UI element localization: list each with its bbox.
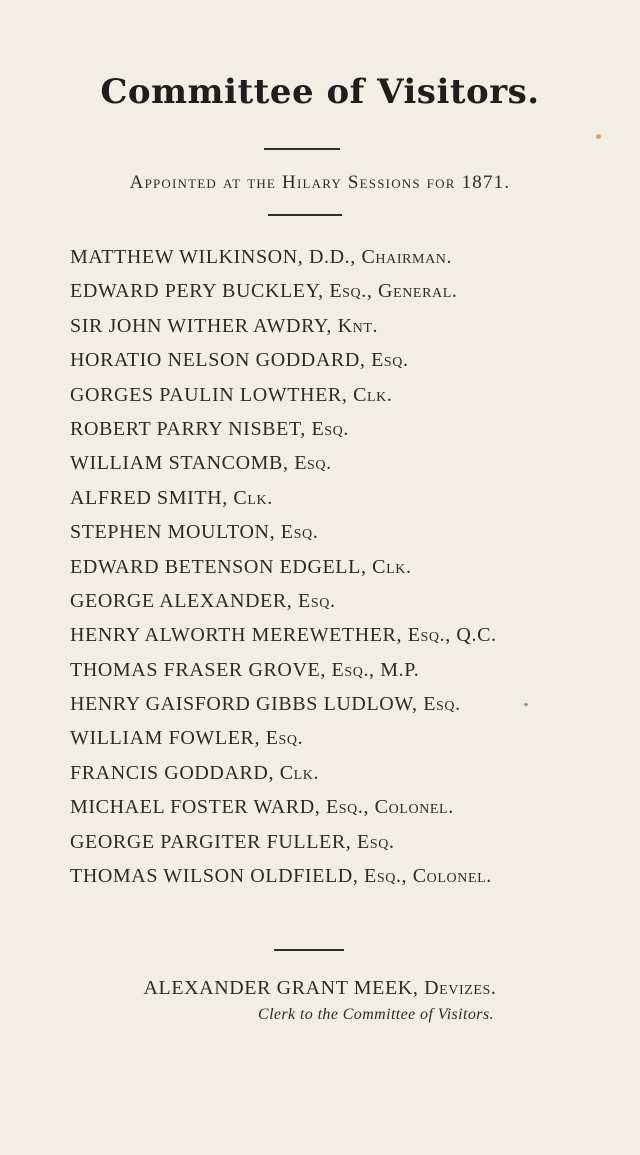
member-name: EDWARD BETENSON EDGELL, — [70, 555, 367, 578]
member-name: GEORGE PARGITER FULLER, — [70, 830, 352, 853]
member-name: GORGES PAULIN LOWTHER, — [70, 383, 348, 406]
member-entry — [70, 584, 620, 618]
member-suffix: Esq., Q.C. — [407, 624, 497, 647]
member-suffix: Esq., General. — [329, 280, 458, 303]
member-name: HENRY GAISFORD GIBBS LUDLOW, — [70, 693, 418, 716]
member-suffix: Clk. — [279, 761, 320, 784]
member-entry — [70, 343, 620, 377]
member-name: WILLIAM STANCOMB, — [70, 452, 289, 475]
divider — [268, 214, 342, 216]
member-name: ROBERT PARRY NISBET, — [70, 417, 306, 440]
clerk-line — [0, 977, 640, 1000]
member-entry — [70, 721, 620, 755]
member-list — [70, 240, 620, 893]
member-entry — [70, 618, 620, 652]
member-suffix: Esq. — [311, 417, 349, 440]
member-name: MICHAEL FOSTER WARD, — [70, 796, 321, 819]
member-entry — [70, 309, 620, 343]
member-suffix: Chairman. — [361, 246, 453, 268]
member-name: FRANCIS GODDARD, — [70, 761, 275, 784]
member-entry — [70, 756, 620, 790]
member-name: EDWARD PERY BUCKLEY, — [70, 280, 324, 303]
member-suffix: Clk. — [353, 383, 393, 406]
member-suffix: Esq. — [280, 521, 319, 544]
member-entry — [70, 550, 620, 584]
member-suffix: Esq. — [423, 693, 461, 716]
member-name: SIR JOHN WITHER AWDRY, — [70, 314, 332, 337]
page-title: Committee of Visitors. — [100, 72, 540, 112]
member-suffix: Esq. — [371, 349, 409, 372]
member-entry — [70, 378, 620, 412]
member-suffix: Clk. — [372, 555, 412, 578]
clerk-role: Clerk to the Committee of Visitors. — [258, 1006, 494, 1023]
member-suffix: Esq. — [298, 589, 336, 612]
member-entry — [70, 790, 620, 824]
member-name: GEORGE ALEXANDER, — [70, 589, 293, 612]
member-entry — [70, 240, 620, 274]
page-subtitle: Appointed at the Hilary Sessions for 1871. — [129, 172, 511, 193]
paper-speck — [596, 134, 601, 139]
paper-speck — [524, 703, 528, 706]
member-suffix: Clk. — [233, 486, 273, 509]
member-suffix: Esq., Colonel. — [325, 796, 454, 819]
member-entry — [70, 446, 620, 480]
member-entry — [70, 481, 620, 515]
member-name: THOMAS WILSON OLDFIELD, — [70, 865, 359, 888]
member-name: HORATIO NELSON GODDARD, — [70, 349, 366, 372]
member-name: WILLIAM FOWLER, — [70, 727, 261, 750]
member-name: THOMAS FRASER GROVE, — [70, 658, 326, 681]
member-entry — [70, 274, 620, 308]
clerk-name: ALEXANDER GRANT MEEK, — [143, 977, 419, 999]
member-suffix: Esq. — [294, 452, 332, 475]
member-entry — [70, 412, 620, 446]
member-suffix: Esq., M.P. — [331, 658, 420, 681]
divider — [274, 949, 344, 951]
member-name: HENRY ALWORTH MEREWETHER, — [70, 624, 403, 647]
member-suffix: Knt. — [337, 314, 379, 337]
member-entry — [70, 653, 620, 687]
member-name: STEPHEN MOULTON, — [70, 521, 276, 544]
member-suffix: Esq., Colonel. — [364, 865, 492, 888]
divider — [264, 148, 340, 150]
clerk-place: Devizes. — [424, 977, 497, 999]
member-entry — [70, 859, 620, 893]
member-entry — [70, 515, 620, 549]
member-name: MATTHEW WILKINSON, D.D., — [70, 246, 356, 268]
member-suffix: Esq. — [357, 830, 395, 853]
member-name: ALFRED SMITH, — [70, 486, 228, 509]
member-entry — [70, 825, 620, 859]
member-entry — [70, 687, 620, 721]
member-suffix: Esq. — [265, 727, 304, 750]
